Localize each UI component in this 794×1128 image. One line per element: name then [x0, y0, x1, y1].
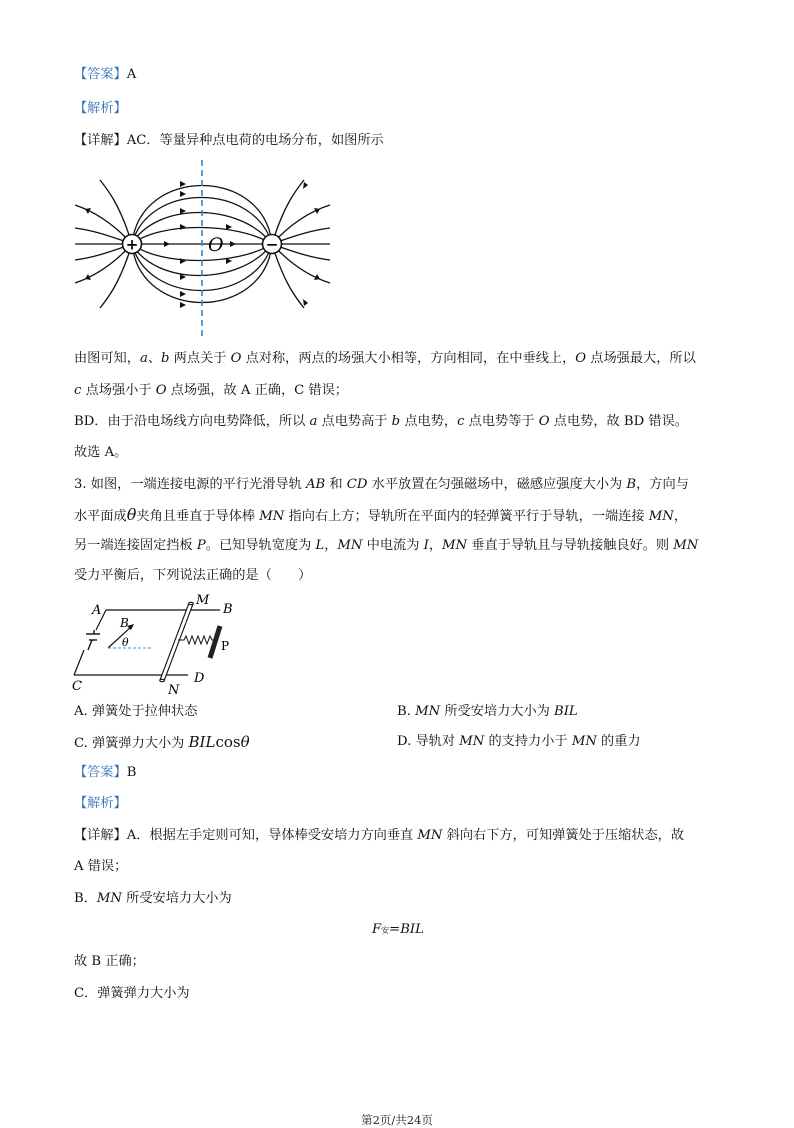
question-3-line-4: 受力平衡后，下列说法正确的是（ ）: [74, 568, 312, 583]
detail-intro-line: [74, 132, 384, 150]
question-3-line-2: 水平面成θ夹角且垂直于导体棒 MN 指向右上方；导轨所在平面内的轻弹簧平行于导轨，一端连接 MN，: [74, 505, 688, 524]
label-c: C: [72, 679, 82, 694]
label-p: P: [221, 639, 230, 653]
label-m: M: [196, 593, 210, 608]
explanation-line-2: c 点场强小于 O 点场强，故 A 正确，C 错误；: [74, 383, 348, 398]
page-footer: 第2页/共24页: [361, 1113, 433, 1127]
spring: [178, 636, 216, 644]
detail-line-a: 【详解】A．根据左手定则可知，导体棒受安培力方向垂直 MN 斜向右下方，可知弹簧处于压缩状态，故: [74, 828, 685, 843]
explanation-line-1: 由图可知，a、b 两点关于 O 点对称，两点的场强大小相等，方向相同，在中垂线上，O 点场强最大，所以: [74, 351, 696, 366]
option-b: B. MN 所受安培力大小为 BIL: [397, 704, 578, 719]
answer-line-2: 【答案】B: [74, 765, 137, 780]
analysis-tag-1: 【解析】: [74, 101, 127, 116]
option-d: D. 导轨对 MN 的支持力小于 MN 的重力: [397, 734, 641, 749]
answer-value: A: [126, 67, 137, 82]
question-3-line-3: 另一端连接固定挡板 P。已知导轨宽度为 L，MN 中电流为 I，MN 垂直于导轨且与导轨接触良好。则 MN: [74, 538, 699, 553]
detail-intro: AC．等量异种点电荷的电场分布，如图所示: [126, 133, 384, 148]
option-a: A. 弹簧处于拉伸状态: [74, 704, 198, 719]
label-b-point: B: [223, 602, 233, 617]
detail-line-b2: 故 B 正确；: [74, 954, 145, 969]
label-d: D: [194, 671, 205, 686]
field-line: [75, 244, 132, 283]
question-3-line-1: 3. 如图，一端连接电源的平行光滑导轨 AB 和 CD 水平放置在匀强磁场中，磁感应强度大小为 B，方向与: [74, 477, 689, 492]
label-n: N: [168, 683, 180, 698]
detail-line-c: C．弹簧弹力大小为: [74, 986, 190, 1001]
electric-field-figure: [60, 160, 350, 340]
answer-tag: 【答案】: [74, 67, 127, 82]
formula-ampere-force: F安=BIL: [372, 922, 424, 937]
field-line: [272, 244, 330, 283]
explanation-line-3: BD．由于沿电场线方向电势降低，所以 a 点电势高于 b 点电势，c 点电势等于 O 点电势，故 BD 错误。: [74, 414, 688, 429]
choose-line-1: 故选 A。: [74, 445, 128, 460]
rail-figure: [60, 590, 250, 700]
field-line: [272, 205, 330, 244]
analysis-tag-2: 【解析】: [74, 796, 127, 811]
detail-line-a2: A 错误；: [74, 859, 128, 874]
positive-charge-label: +: [125, 235, 139, 254]
answer-line-1: [74, 66, 136, 84]
label-b-field: B: [120, 616, 129, 630]
point-o-label: O: [208, 234, 224, 256]
detail-tag: 【详解】: [74, 133, 127, 148]
option-c: C. 弹簧弹力大小为 BILcosθ: [74, 733, 250, 751]
label-theta: θ: [122, 636, 129, 649]
field-line: [75, 205, 132, 244]
field-line: [132, 213, 272, 245]
label-a: A: [92, 603, 102, 618]
baffle-plate-p: [210, 626, 220, 658]
negative-charge-label: −: [265, 235, 279, 254]
detail-line-b: B．MN 所受安培力大小为: [74, 891, 232, 906]
